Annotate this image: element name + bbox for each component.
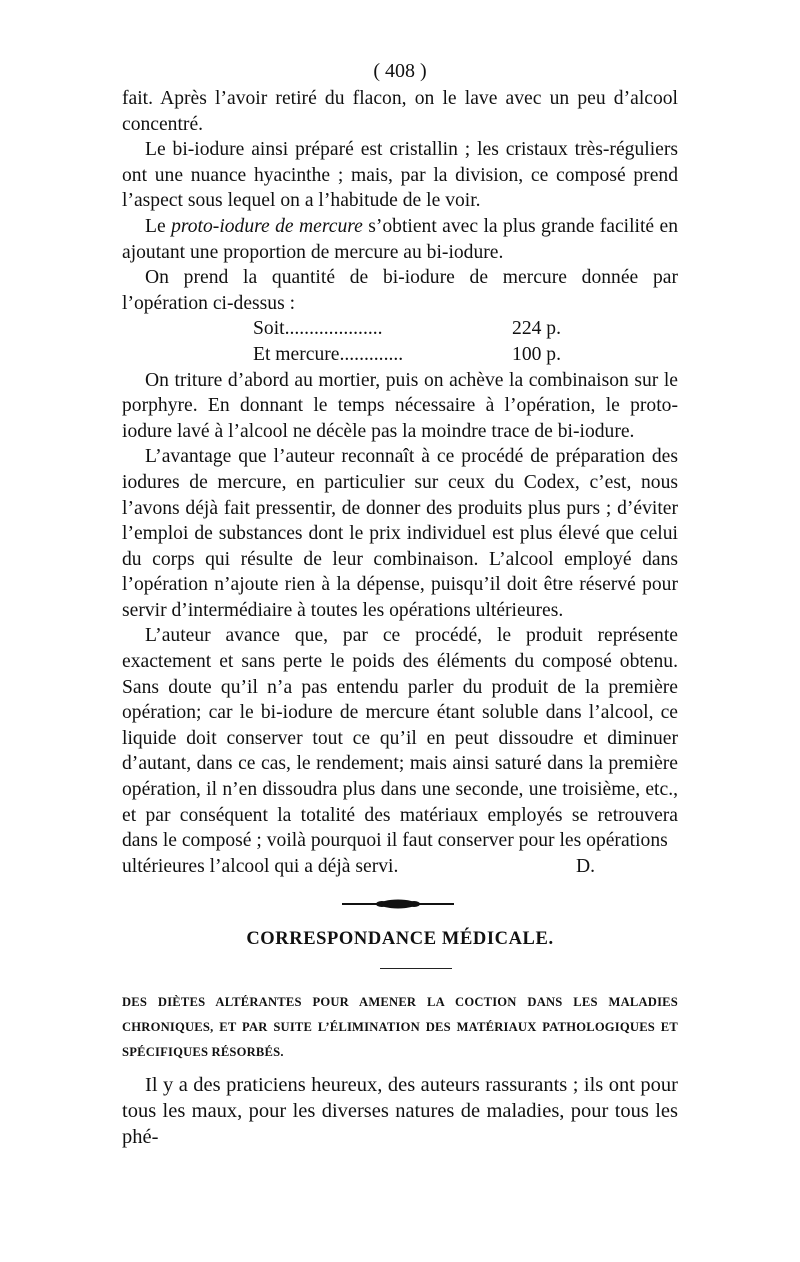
article-body (122, 86, 678, 879)
measure-row (253, 342, 561, 368)
measure-label: Soit.................... (253, 318, 383, 340)
heading-rule (380, 968, 452, 969)
paragraph-7-last-line: ultérieures l’alcool qui a déjà servi. (122, 855, 399, 877)
section-subtitle: DES DIÈTES ALTÉRANTES POUR AMENER LA COCTION DANS LES MALADIES CHRONIQUES, ET PAR SUITE L’ÉLIMINATION DES MATÉRIAUX PATHOLOGIQUES ET SPÉCIFIQUES RÉSORBÉS. (122, 995, 678, 1059)
section-heading: CORRESPONDANCE MÉDICALE. (246, 929, 554, 949)
proto-iodure-term: proto-iodure de mercure (171, 215, 363, 237)
measure-value: 224 p. (512, 318, 561, 340)
closing-line (122, 854, 678, 880)
measure-label: Et mercure............. (253, 343, 404, 365)
page-number: ( 408 ) (373, 60, 427, 82)
author-signature: D. (575, 855, 595, 877)
paragraph-7: L’auteur avance que, par ce procédé, le produit représente exactement et sans perte le poids des éléments du composé obtenu. Sans doute qu’il n’a pas entendu parler du produit de la première opération; car le bi-iodure de mercure étant soluble dans l’alcool, ce liquide doit conserver tout ce qu’il en peut dissoudre et diminuer d’autant, dans ce cas, le rendement; mais ainsi saturé dans la première opération, il n’en dissoudra plus dans une seconde, une troisième, etc., et par conséquent la totalité des matériaux employés se retrouvera dans le composé ; voilà pourquoi il faut conserver pour les opérations (122, 625, 678, 852)
section-paragraph: Il y a des praticiens heureux, des auteurs rassurants ; ils ont pour tous les maux, pour les diverses natures de maladies, pour tous les phé- (122, 1074, 678, 1148)
section-body (122, 1072, 678, 1150)
paragraph-4: On prend la quantité de bi-iodure de mercure donnée par l’opération ci-dessus : (122, 267, 678, 314)
measure-row (253, 316, 561, 342)
section-divider-ornament (342, 895, 454, 913)
paragraph-6: L’avantage que l’auteur reconnaît à ce procédé de préparation des iodures de mercure, en particulier sur ceux du Codex, c’est, nous l’avons déjà fait pressentir, de donner des produits plus purs ; d’éviter l’emploi de substances dont le prix individuel est plus élevé que celui du corps qui résulte de leur combinaison. L’alcool employé dans l’opération n’ajoute rien à la dépense, puisqu’il doit être réservé pour servir d’intermédiaire à toutes les opérations ultérieures. (122, 446, 678, 621)
paragraph-2: Le bi-iodure ainsi préparé est cristallin ; les cristaux très-réguliers ont une nuance hyacinthe ; mais, par la division, ce composé prend l’aspect sous lequel on a l’habitude de le voir. (122, 139, 678, 212)
paragraph-1: fait. Après l’avoir retiré du flacon, on le lave avec un peu d’alcool concentré. (122, 88, 678, 135)
paragraph-5: On triture d’abord au mortier, puis on achève la combinaison sur le porphyre. En donnant le temps nécessaire à l’opération, le proto-iodure lavé à l’alcool ne décèle pas la moindre trace de bi-iodure. (122, 369, 678, 442)
measure-value: 100 p. (512, 343, 561, 365)
paragraph-3-start: Le (145, 215, 172, 237)
paragraph-3-rest: s’obtient avec la plus grande facilité en ajoutant une proportion de mercure au bi-iodure. (122, 215, 678, 263)
paragraph-3 (122, 214, 678, 265)
